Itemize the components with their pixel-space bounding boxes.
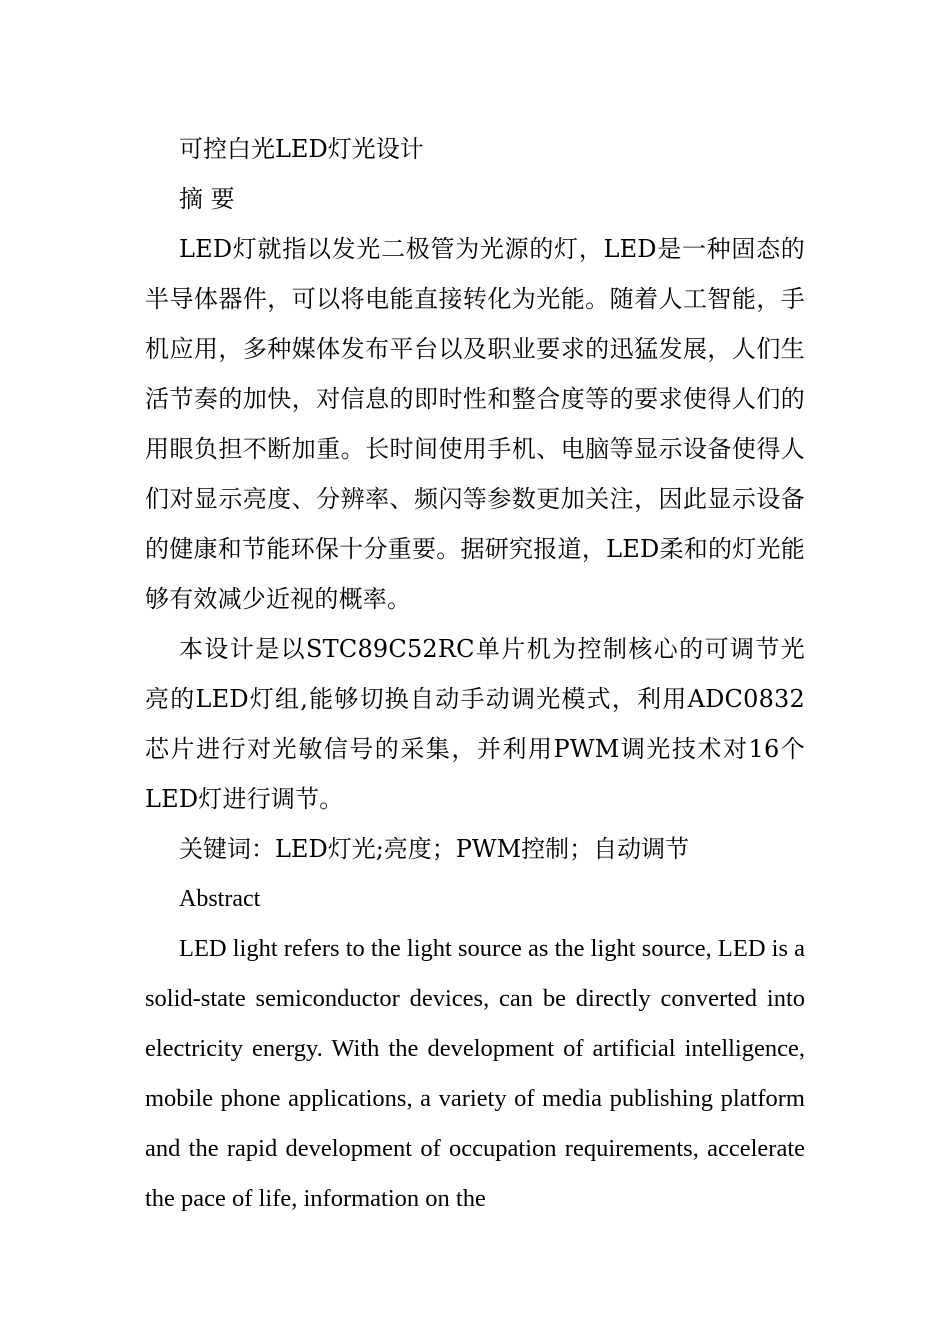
abstract-paragraph-2: 本设计是以STC89C52RC单片机为控制核心的可调节光亮的LED灯组,能够切换自动手动调光模式，利用ADC0832芯片进行对光敏信号的采集，并利用PWM调光技术对16个LED灯进行调节。	[145, 635, 805, 813]
keywords-line: 关键词：LED灯光;亮度；PWM控制；自动调节	[179, 835, 690, 863]
document-title: 可控白光LED灯光设计	[179, 135, 424, 163]
english-abstract-paragraph: LED light refers to the light source as the light source, LED is a solid-state semiconductor devices, can be directly converted into electricity energy. With the development of artificial intelligence, mobile phone applications, a variety of media publishing platform and the rapid development of occupation requirements, accelerate the pace of life, information on the	[145, 935, 805, 1212]
abstract-heading: 摘 要	[179, 185, 235, 213]
document-body	[145, 124, 805, 1224]
english-abstract-heading: Abstract	[179, 886, 261, 912]
abstract-paragraph-1: LED灯就指以发光二极管为光源的灯，LED是一种固态的半导体器件，可以将电能直接转化为光能。随着人工智能，手机应用，多种媒体发布平台以及职业要求的迅猛发展，人们生活节奏的加快，对信息的即时性和整合度等的要求使得人们的用眼负担不断加重。长时间使用手机、电脑等显示设备使得人们对显示亮度、分辨率、频闪等参数更加关注，因此显示设备的健康和节能环保十分重要。据研究报道，LED柔和的灯光能够有效减少近视的概率。	[145, 235, 805, 613]
